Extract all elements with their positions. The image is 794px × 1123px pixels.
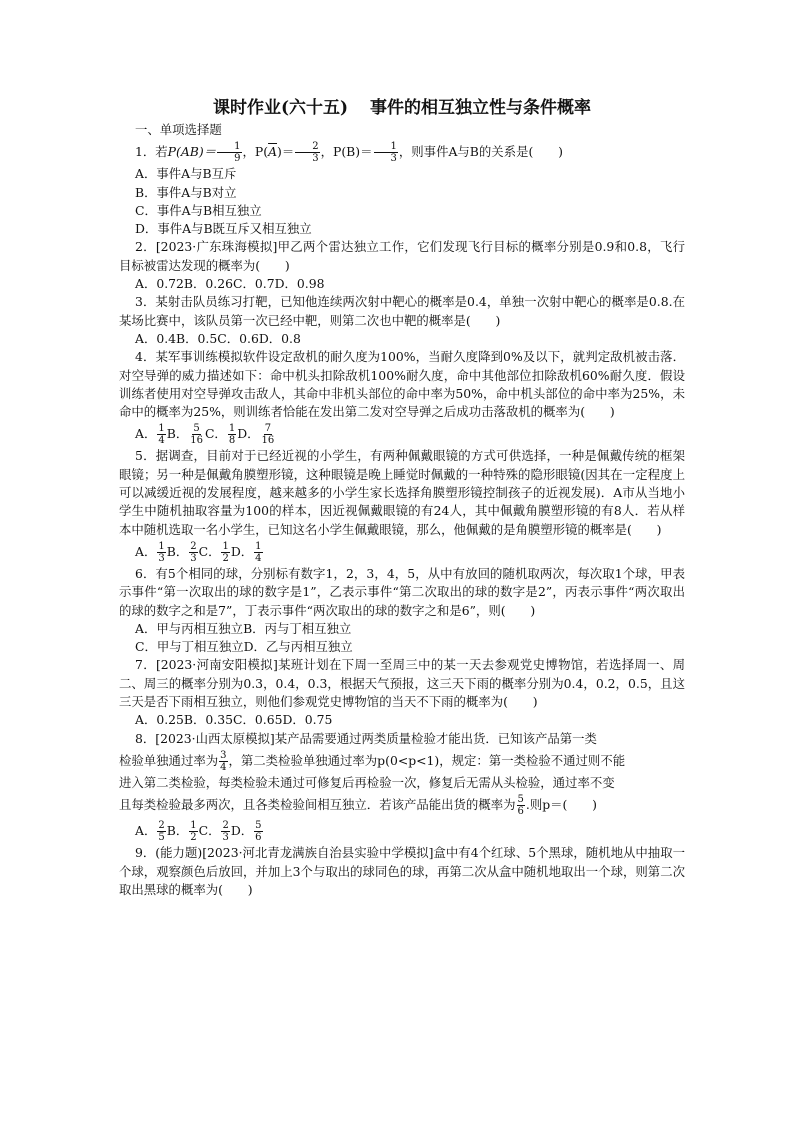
question-8-line-4: 且每类检验最多两次，且各类检验间相互独立．若该产品能出货的概率为 $\frac{5}{6}$ .则p＝( ) <box>119 794 597 818</box>
question-8-line-2: 检验单独通过率为 $\frac{3}{4}$ ，第二类检验单独通过率为p(0<p<1)，规定：第一类检验不通过则不能 <box>119 749 626 773</box>
fraction: $\frac{1}{4}$ <box>158 423 165 447</box>
question-1: 1．若P(AB)＝ $\frac{1}{9}$ ，$P(\overline{A})=$ $\frac{2}{3}$ ，P(B)＝ $\frac{1}{3}$ ，则事件A与B的关系是( ) <box>135 141 563 165</box>
page-title <box>119 96 685 120</box>
fraction: $\frac{1}{4}$ <box>255 540 262 564</box>
q1-option-b: B．事件A与B对立 <box>135 184 237 200</box>
fraction: $\frac{2}{3}$ <box>295 141 319 164</box>
fraction: $\frac{7}{16}$ <box>261 423 275 447</box>
question-7: 7．[2023·河南安阳模拟]某班计划在下周一至周三中的某一天去参观党史博物馆，若选择周一、周二、周三的概率分别为0.3，0.4，0.3，根据天气预报，这三天下雨的概率分别为0.4，0.2，0.5，且这三天是否下雨相互独立，则他们参观党史博物馆的当天不下雨的概率为( ) <box>119 657 685 710</box>
section-heading: 一、单项选择题 <box>135 122 222 137</box>
q1-option-a: A．事件A与B互斥 <box>135 166 237 182</box>
fraction: $\frac{5}{16}$ <box>190 423 203 447</box>
fraction: $\frac{2}{3}$ <box>222 820 229 844</box>
q4-options: A． $\frac{1}{4}$ B． $\frac{5}{16}$ C． $\frac{1}{8}$ D． $\frac{7}{16}$ <box>135 423 275 447</box>
fraction: $\frac{1}{2}$ <box>190 820 197 844</box>
fraction: $\frac{1}{3}$ <box>158 540 165 564</box>
question-6: 6．有5个相同的球，分别标有数字1，2，3，4，5，从中有放回的随机取两次，每次取1个球，甲表示事件“第一次取出的球的数字是1”，乙表示事件“第二次取出的球的数字是2”，丙表示事件“两次取出的球的数字之和是7”，丁表示事件“两次取出的球的数字之和是6”，则( ) <box>119 565 685 618</box>
fraction: $\frac{2}{3}$ <box>190 540 197 564</box>
fraction: $\frac{1}{9}$ <box>217 141 241 164</box>
q3-options: A．0.4B．0.5C．0.6D．0.8 <box>135 330 301 346</box>
q8-options: A． $\frac{2}{5}$ B． $\frac{1}{2}$ C． $\frac{2}{3}$ D． $\frac{5}{6}$ <box>135 820 262 844</box>
q7-options: A．0.25B．0.35C．0.65D．0.75 <box>135 712 333 728</box>
fraction: $\frac{1}{8}$ <box>228 423 236 447</box>
fraction: $\frac{3}{4}$ <box>220 749 227 773</box>
question-3: 3．某射击队员练习打靶，已知他连续两次射中靶心的概率是0.4，单独一次射中靶心的概率是0.8.在某场比赛中，该队员第一次已经中靶，则第二次也中靶的概率是( ) <box>119 294 685 328</box>
title-series: 课时作业(六十五) <box>212 98 349 118</box>
fraction: $\frac{2}{5}$ <box>158 820 165 844</box>
q5-options: A． $\frac{1}{3}$ B． $\frac{2}{3}$ C． $\frac{1}{2}$ D． $\frac{1}{4}$ <box>135 540 262 564</box>
question-2: 2．[2023·广东珠海模拟]甲乙两个雷达独立工作，它们发现飞行目标的概率分别是0.9和0.8，飞行目标被雷达发现的概率为( ) <box>119 239 685 273</box>
question-8-line-1: 8．[2023·山西太原模拟]某产品需要通过两类质量检验才能出货．已知该产品第一类 <box>135 730 597 746</box>
question-5: 5．据调查，目前对于已经近视的小学生，有两种佩戴眼镜的方式可供选择，一种是佩戴传统的框架眼镜；另一种是佩戴角膜塑形镜，这种眼镜是晚上睡觉时佩戴的一种特殊的隐形眼镜(因其在一定程度上可以减缓近视的发展程度，越来越多的小学生家长选择角膜塑形镜控制孩子的近视发展)．A市从当地小学生中随机抽取容量为100的样本，因近视佩戴眼镜的有24人，其中佩戴角膜塑形镜的有8人．若从样本中随机选取一名小学生，已知这名小学生佩戴眼镜，那么，他佩戴的是角膜塑形镜的概率是( ) <box>119 448 685 537</box>
q1-option-d: D．事件A与B既互斥又相互独立 <box>135 221 312 237</box>
worksheet-page <box>119 96 685 899</box>
question-4: 4．某军事训练模拟软件设定敌机的耐久度为100%，当耐久度降到0%及以下，就判定敌机被击落．对空导弹的威力描述如下：命中机头扣除敌机100%耐久度，命中其他部位扣除敌机60%耐久度．假设训练者使用对空导弹攻击敌人，其命中非机头部位的命中率为50%，命中机头部位的命中率为25%，未命中的概率为25%，则训练者恰能在发出第二发对空导弹之后成功击落敌机的概率为( ) <box>119 349 685 420</box>
q2-options: A．0.72B．0.26C．0.7D．0.98 <box>135 276 325 292</box>
fraction: $\frac{1}{3}$ <box>374 141 398 164</box>
q1-option-c: C．事件A与B相互独立 <box>135 202 262 218</box>
question-8-line-3: 进入第二类检验，每类检验未通过可修复后再检验一次，修复后无需从头检验，通过率不变 <box>119 774 615 790</box>
title-topic: 事件的相互独立性与条件概率 <box>370 98 592 118</box>
q6-options-cd: C．甲与丁相互独立D．乙与丙相互独立 <box>135 639 353 655</box>
fraction: $\frac{1}{2}$ <box>222 540 229 564</box>
fraction: $\frac{5}{6}$ <box>517 794 524 818</box>
q6-options-ab: A．甲与丙相互独立B．丙与丁相互独立 <box>135 620 352 636</box>
fraction: $\frac{5}{6}$ <box>255 820 262 844</box>
question-9: 9．(能力题)[2023·河北青龙满族自治县实验中学模拟]盒中有4个红球、5个黑球，随机地从中抽取一个球，观察颜色后放回，并加上3个与取出的球同色的球，再第二次从盒中随机地取出一个球，则第二次取出黑球的概率为( ) <box>119 845 685 897</box>
